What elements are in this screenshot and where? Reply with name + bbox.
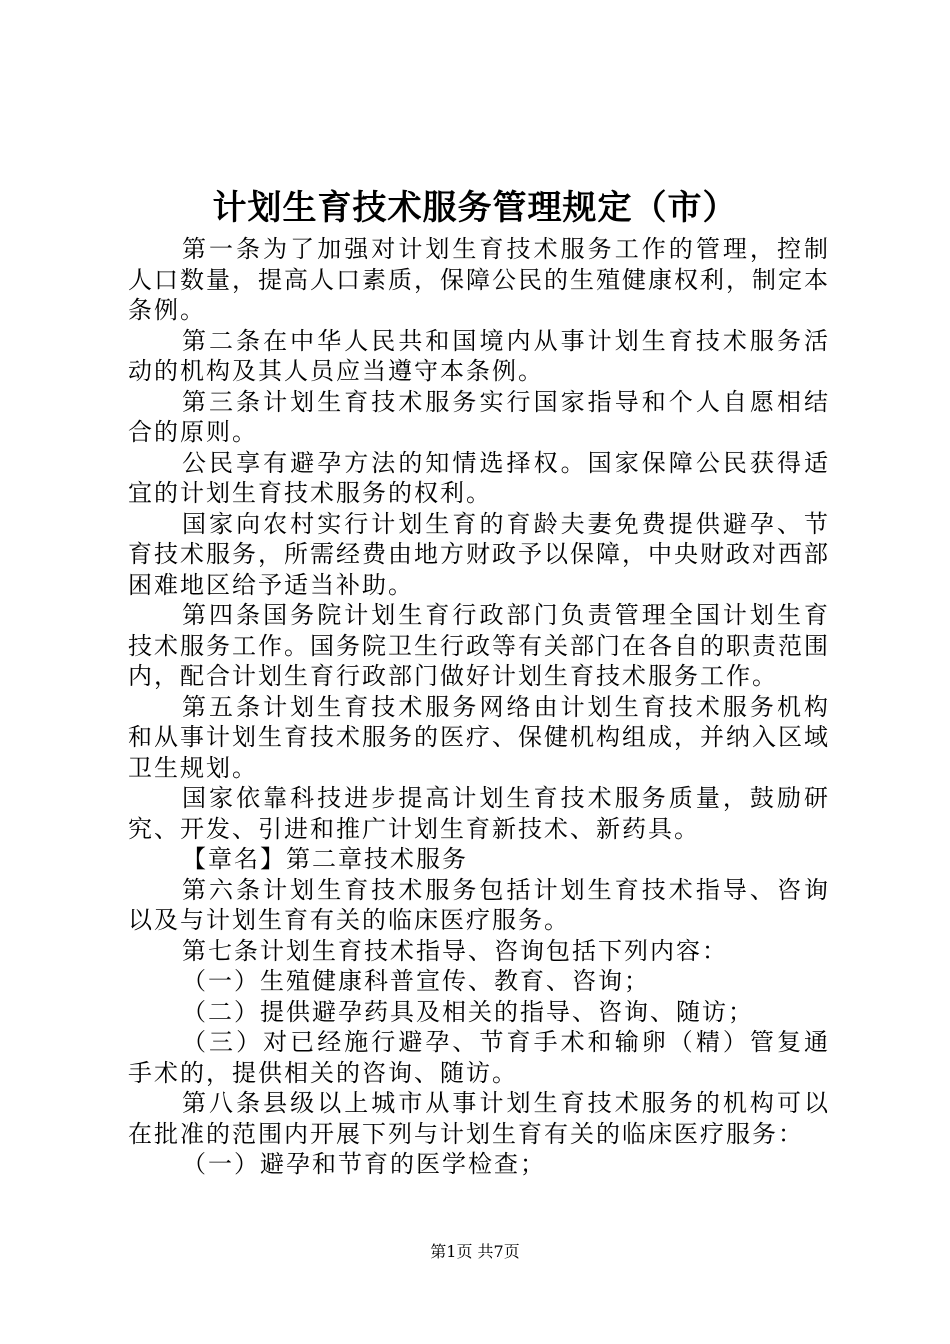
article-2-paragraph: 第二条在中华人民共和国境内从事计划生育技术服务活动的机构及其人员应当遵守本条例。 (128, 326, 830, 385)
article-3-paragraph: 第三条计划生育技术服务实行国家指导和个人自愿相结合的原则。 (128, 387, 830, 446)
document-title: 计划生育技术服务管理规定（市） (212, 188, 738, 228)
article-7-item-3: （三）对已经施行避孕、节育手术和输卵（精）管复通手术的，提供相关的咨询、随访。 (128, 1028, 830, 1087)
article-8-item-1: （一）避孕和节育的医学检查； (182, 1150, 546, 1178)
article-5-paragraph-2: 国家依靠科技进步提高计划生育技术服务质量，鼓励研究、开发、引进和推广计划生育新技术、新药具。 (128, 784, 830, 843)
article-4-paragraph: 第四条国务院计划生育行政部门负责管理全国计划生育技术服务工作。国务院卫生行政等有关部门在各自的职责范围内，配合计划生育行政部门做好计划生育技术服务工作。 (128, 601, 830, 690)
article-6-paragraph: 第六条计划生育技术服务包括计划生育技术指导、咨询以及与计划生育有关的临床医疗服务。 (128, 875, 830, 934)
page-number-footer: 第1页 共7页 (430, 1242, 520, 1261)
article-3-paragraph-3: 国家向农村实行计划生育的育龄夫妻免费提供避孕、节育技术服务，所需经费由地方财政予以保障，中央财政对西部困难地区给予适当补助。 (128, 509, 830, 599)
article-3-paragraph-2: 公民享有避孕方法的知情选择权。国家保障公民获得适宜的计划生育技术服务的权利。 (128, 448, 830, 507)
article-7-paragraph: 第七条计划生育技术指导、咨询包括下列内容： (182, 936, 728, 965)
article-8-paragraph: 第八条县级以上城市从事计划生育技术服务的机构可以在批准的范围内开展下列与计划生育有关的临床医疗服务： (128, 1089, 830, 1148)
document-body (128, 234, 830, 1180)
article-7-item-2: （二）提供避孕药具及相关的指导、咨询、随访； (182, 997, 754, 1026)
article-7-item-1: （一）生殖健康科普宣传、教育、咨询； (182, 967, 650, 995)
article-1-paragraph: 第一条为了加强对计划生育技术服务工作的管理，控制人口数量，提高人口素质，保障公民的生殖健康权利，制定本条例。 (128, 235, 830, 324)
article-5-paragraph: 第五条计划生育技术服务网络由计划生育技术服务机构和从事计划生育技术服务的医疗、保健机构组成，并纳入区域卫生规划。 (128, 692, 830, 782)
chapter-heading: 【章名】第二章技术服务 (182, 845, 468, 873)
